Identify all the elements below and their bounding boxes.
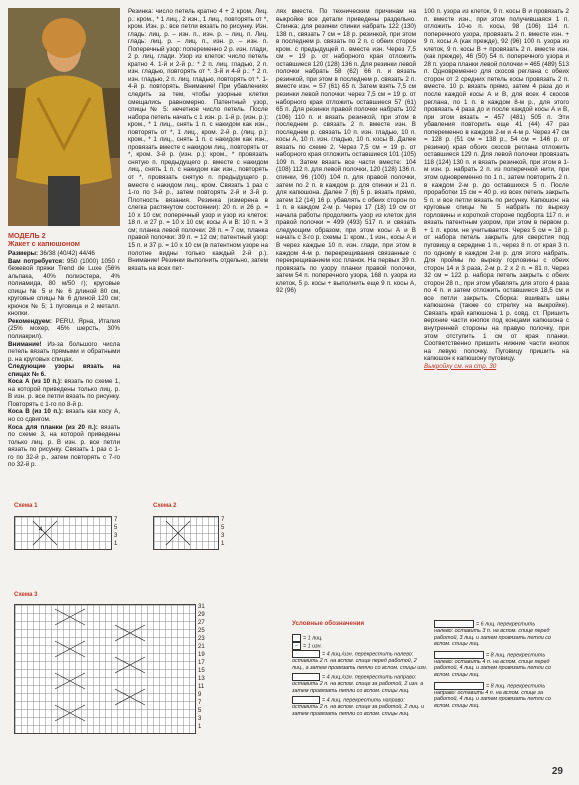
label: Коса В (из 10 п.): — [8, 408, 64, 416]
paragraph — [8, 424, 120, 469]
legend-text: = 4 лиц./изн. перекрестить направо: оставить 2 п. на вспом. спице за работой, 2 изн. а затем провязать петли со вспом. спицы лиц. — [292, 674, 424, 694]
text: PERU, Ярна, Италия (25% мохер, 45% шерсть, 30% полиакрил). — [8, 317, 120, 341]
text: Из-за большого числа петель вязать прямыми и обратными р. на круговых спицах. — [8, 340, 120, 363]
row-number: 7 — [114, 517, 118, 523]
row-number: 13 — [198, 676, 205, 682]
model-number: МОДЕЛЬ 2 — [8, 231, 46, 240]
row-number: 11 — [198, 684, 205, 690]
text: 950 (1000) 1050 г бежевой пряжи Trend de Luxe (56% альпака, 40% полиэстера, 4% полиамида, 80 м/50 г); круговые спицы № 5 и № 6 длиной 80 см, круговые спицы № 6 длиной 120 см; крючок № 5; 1 пуговица и 2 металл. кнопки. — [8, 257, 120, 318]
text: вязать по схеме 1, на которой приведены только лиц. р. В изн. р. все петли вязать по рисунку. Повторять с 1-го по 8-й р. — [8, 378, 120, 408]
cable-8-left-symbol — [434, 651, 484, 659]
row-number: 23 — [198, 636, 205, 642]
knit-stitch-symbol — [292, 634, 301, 642]
column-4 — [424, 8, 569, 593]
pattern-link[interactable] — [424, 363, 569, 371]
cable-left-symbol — [292, 650, 320, 658]
row-number: 3 — [198, 716, 202, 722]
legend-text: = 6 лиц. перекрестить налево: оставить 3 п. на вспом. спице перед работой, 3 лиц. и затем провязать петли со вспом. спицы лиц. — [434, 621, 551, 648]
row-number: 3 — [221, 533, 225, 539]
row-number: 1 — [221, 541, 225, 547]
schema-2-grid — [153, 516, 219, 550]
schema-3-cables — [15, 605, 195, 733]
row-number: 5 — [198, 708, 202, 714]
row-number: 9 — [198, 692, 202, 698]
label: Следующие узоры вязать на спицах № 6. — [8, 363, 120, 378]
legend-item — [292, 650, 430, 671]
label: Коса А (из 10 п.): — [8, 378, 63, 386]
text: вязать как косу А, но со сдвигом. — [8, 408, 120, 424]
schema-1-cable — [15, 517, 111, 549]
body-text: 100 п. узора из клеток, 9 п. косы В и провязать 2 п. вместе изн., при этом получившаяся 1 п. отложить 10-ю п. косы, 98 (106) 114 п. поперечного узора, провязать 2 п. вместе изн. + 9 п. косы А (как прежде), 92 (96) 100 п. узора из клеток, 9 п. косы В + провязать 2 п. вместе изн. (как прежде), 46 (50) 54 п. поперечного узора и 28 п. узора планки левой полочки = 465 (489) 513 п. Одновременно для скосов реглана с обеих сторон от 2 средних петель косы провязать 2 п. вместе. 10 р. вязать прямо, затем 4 раза до и после каждой косы А и В, для всех 4 скосов реглана, по 1 п. в каждом 8-м р., для этого провязать 4 раза до и после каждой косы А и В, при этом вязать = 457 (481) 505 п. Эти убавления повторить еще 41 (44) 47 раз попеременно в каждом 2-м и 4-м р. Через 47 см = 128 р. (51 см = 138 р., 54 см = 146 р. от резинки) края обоих скосов реглана отложить оставшиеся 129 п. Для левой полочки провязать 118 (124) 130 п. и вязать резинкой, при этом в 1-м изн. р. набрать 2 п. из поперечной нити, при этом одновременно по 1 п., затем повторить 2 п. в каждом 2-м р. до оставшихся 5 п. После проработки 15 см = 40 р. из всех петель закрыть 5 п. и все петли вязать по рисунку. Капюшон: на круговые спицы № 5 набрать по вырезу горловины и короткой стороне подборта 117 п. и вязать патентным узором, при этом в первом р. + 1 п. кром. не учитывается. Через 5 см = 18 р. от набора петель закрыть для сверстия под пуговицу в середине 1 п., через 8 п. от края 3 п. по одному в каждом 2-м р. для этого набрать. Для проймы по вырезу горловины с обеих сторон 14 и 3 раза, 2-м р. 2 х 2 п. = 81 п. Через 32 см = 122 р. набора петель закрыть с обеих сторон 28 п., при этом убавлять для этого 4 раза по 4 п. и затем отложить оставшиеся 18,5 см и все петли закрыть. Сборка: вшивать швы капюшона (также со стрелку на выкройке). Связать край капюшона 1 р. совд. ст. Пришить верхние части кнопок под концами капюшона с внутренней стороны на правую полочку, при этом отступить 1 см от края планки. Соответственно пришить нижние части кнопок на левую полочку. Пуговицу пришить на капюшон к капюшону пуговицу. — [424, 8, 569, 363]
legend-item — [434, 682, 554, 710]
body-text: Резинка: число петель кратно 4 + 2 кром. Лиц. р.: кром., * 1 лиц., 2 изн., 1 лиц., повторять от *, кром. Изн. р.: все петли вязать по рисунку. Изн. гладь: лиц. р. – изн. п., изн. р. – лиц. п. Лиц. гладь: лиц. р. – лиц. п., изн. р. – изн. п. Поперечный узор: попеременно 2 р. изн. глади, 2 р. лиц. глади. Узор из клеток: число петель кратно 4. 1-й и 2-й р.: * 2 п. лиц. гладью, 2 п. изн. гладью, повторять от *. 3-й и 4-й р.: * 2 п. изн. гладью, 2 п. лиц. гладью, повторять от *. 1-4-й р. повторять. Внимание! При убавлениях следить за тем, чтобы узорные клетки смещались равномерно. Патентный узор, спицы № 5: нечетное число петель. После набора петель начать с 1 изн. р. 1-й р. (изн. р.): кром., * 1 лиц., снять 1 п. с накидом как изн., повторять от *, 1 лиц., кром. 2-й р. (лиц. р.): кром., * 1 лиц., снять 1 п. с накидом как изн., провязать вместе с накидом лиц., повторять от *, кром. 3-й р. (изн. р.): кром., * провязать снятую п. предыдущего р. вместе с накидом лиц., снять 1 п. с накидом как изн., повторять от *, провязать снятую п. предыдущего р. вместе с накидом лиц., кром. Связать 1 раз с 1-го по 3-й р., затем повторять 2-й и 3-й р. Плотность вязания. Резинка (измерена в слегка растянутом состоянии): 20 п. и 26 р. = 10 х 10 см; поперечный узор и узор из клеток: 18 п. и 27 р. = 10 х 10 см; косы А и В: 10 п. = 3 см; планка левой полочки: 28 п. = 7 см, планка правой полочки: 39 п. = 12 см; патентный узор: 15 п. и 37 р. = 10 х 10 см (в патентном узоре на полотне видны только каждый 2-й р.). Внимание! Резинки выполнить отдельно, затем вязать на всех пет- — [128, 8, 268, 272]
svg-text:4: 4 — [39, 527, 43, 533]
schema-3-grid — [14, 604, 196, 734]
paragraph — [8, 250, 120, 258]
paragraph — [8, 408, 120, 423]
legend-item — [434, 620, 554, 648]
legend-text: = 8 лиц. перекрестить направо: оставить 4 п. на вспом. спице за работой, 4 лиц. и затем провязать петли со вспом. спицы лиц. — [434, 683, 551, 709]
text: вязать по схеме 3, на которой приведены только лиц. р. В изн. р. все петли вязать по рисунку. Связать 1 раз с 1-го по 32-й р., затем повторять с 7-го по 32-й р. — [8, 423, 120, 469]
row-number: 1 — [114, 541, 118, 547]
schema-1-grid — [14, 516, 112, 550]
legend-item — [292, 696, 430, 717]
row-number: 5 — [114, 525, 118, 531]
row-number: 25 — [198, 628, 205, 634]
paragraph — [8, 378, 120, 408]
column-1 — [8, 250, 120, 469]
label: Вам потребуется: — [8, 257, 65, 265]
cable-6-left-symbol — [434, 620, 474, 628]
label: Внимание! — [8, 340, 42, 348]
column-2 — [128, 8, 268, 496]
legend-title: Условные обозначения — [292, 620, 365, 627]
legend-text: = 1 лиц. — [303, 635, 323, 642]
row-number: 1 — [198, 724, 202, 730]
schema-2-label: Схема 2 — [153, 503, 177, 509]
row-number: 7 — [198, 700, 202, 706]
row-number: 29 — [198, 612, 205, 618]
column-3 — [276, 8, 416, 586]
label: Рекомендуем: — [8, 317, 53, 325]
model-photo — [8, 8, 120, 226]
schema-3-label: Схема 3 — [14, 592, 38, 598]
legend-text: = 4 лиц./изн. перекрестить налево: оставить 2 п. на вспом. спице перед работой, 2 лиц., а затем провязать петли со вспом. спицы изн. — [292, 651, 428, 671]
text: 36/38 (40/42) 44/46 — [38, 250, 95, 257]
legend-item — [292, 673, 430, 694]
paragraph — [8, 363, 120, 378]
row-number: 21 — [198, 644, 205, 650]
row-number: 5 — [221, 525, 225, 531]
purl-stitch-symbol: – — [292, 642, 301, 650]
label: Коса для планки (из 20 п.): — [8, 423, 98, 431]
legend-text: = 1 изн. — [303, 643, 323, 650]
label: Размеры: — [8, 250, 39, 257]
schema-2-cable — [154, 517, 218, 549]
model-name: Жакет с капюшоном — [8, 239, 81, 249]
legend-text: = 4 лиц. перекрестить направо: оставить 2 п. на вспом. спице за работой, 2 лиц. и затем провязать петли со вспом. спицы лиц. — [292, 697, 424, 718]
row-number: 3 — [114, 533, 118, 539]
legend-item — [292, 642, 430, 650]
row-number: 15 — [198, 668, 205, 674]
row-number: 7 — [221, 517, 225, 523]
legend-col-1 — [292, 634, 430, 718]
row-number: 31 — [198, 604, 205, 610]
row-number: 17 — [198, 660, 205, 666]
cable-8-right-symbol — [434, 682, 484, 690]
model-photo-illustration — [8, 8, 120, 226]
pattern-link-text[interactable]: Выкройку см. на стр. 30 — [424, 362, 497, 370]
paragraph — [8, 258, 120, 318]
page-number: 29 — [551, 766, 563, 777]
body-text: лях вместе. По техническим причинам на выкройке все детали приведены раздельно. Спинка: для резинки спинки набрать 122 (130) 138 п., связать 7 см = 18 р. резинкой, при этом в последнем р. связать по 2 п. с обеих сторон кром. с предыдущей п. вместе изн. Через 7,5 см = 19 р. от наборного края отложить оставшиеся 120 (128) 136 п. Для резинки левой полочки набрать 58 (62) 66 п. и вязать резинкой, при этом в последнем р. связать 2 п. вместе изн. = 57 (61) 65 п. Затем взять 7,5 см резинки левой полочки: через 7,5 см = 19 р. от наборного края отложить оставшиеся 57 (61) 65 п. Для резинки правой полочки набрать 102 (106) 110 п. и вязать резинкой, при этом в последнем р. связать 2 п. вместе изн. В последнем р. связать 10 п. изн. гладью, 10 п. косы А, 10 п. изн. гладью, 10 п. косы В. Далее вязать по схеме 2. Через 7,5 см = 19 р. от наборного края отложить оставшиеся 101 (105) 109 п. Затем вязать все части вместе: 104 (108) 112 п. для левой полочки, 120 (128) 136 п. спинки, 96 (100) 104 п. для правой полочки, затем по 2 п. в каждом р. для спинки и 21 п. для капюшона. Далее 7 (6) 5 р. вязать прямо, затем 12 (14) 16 р. убавлять с обеих сторон по 1 п. в каждом 2-м р. Через 17 (18) 19 см от начала работы продолжить узор из клеток для правой полочки = 499 (493) 517 п. и связать следующим образом, при этом косы А и В начать с 3-го р. схемы 1: кром., 1 изн., косы А и В через каждые 10 п. изн. глади, при этом в каждом 4-м р. перекрещивания связанные с перекрещиванием кос планок. На первых 39 п. провязать по узору планки правой полочки, затем 54 п. поперечного узора, 168 п. узора из клеток, 5 р. косы + выполнить еще 9 п. косы А, 92 (96) — [276, 8, 416, 295]
schema-1-label: Схема 1 — [14, 503, 38, 509]
paragraph — [8, 318, 120, 341]
legend-item — [434, 651, 554, 679]
row-number: 19 — [198, 652, 205, 658]
paragraph — [8, 341, 120, 364]
legend-item — [292, 634, 430, 642]
row-number: 27 — [198, 620, 205, 626]
legend-text: = 8 лиц. перекрестить налево: оставить 4 п. на вспом. спице перед работой, 4 лиц. и затем провязать петли со вспом. спицы лиц. — [434, 652, 551, 678]
model-title — [8, 232, 120, 249]
legend-col-2 — [434, 620, 554, 709]
